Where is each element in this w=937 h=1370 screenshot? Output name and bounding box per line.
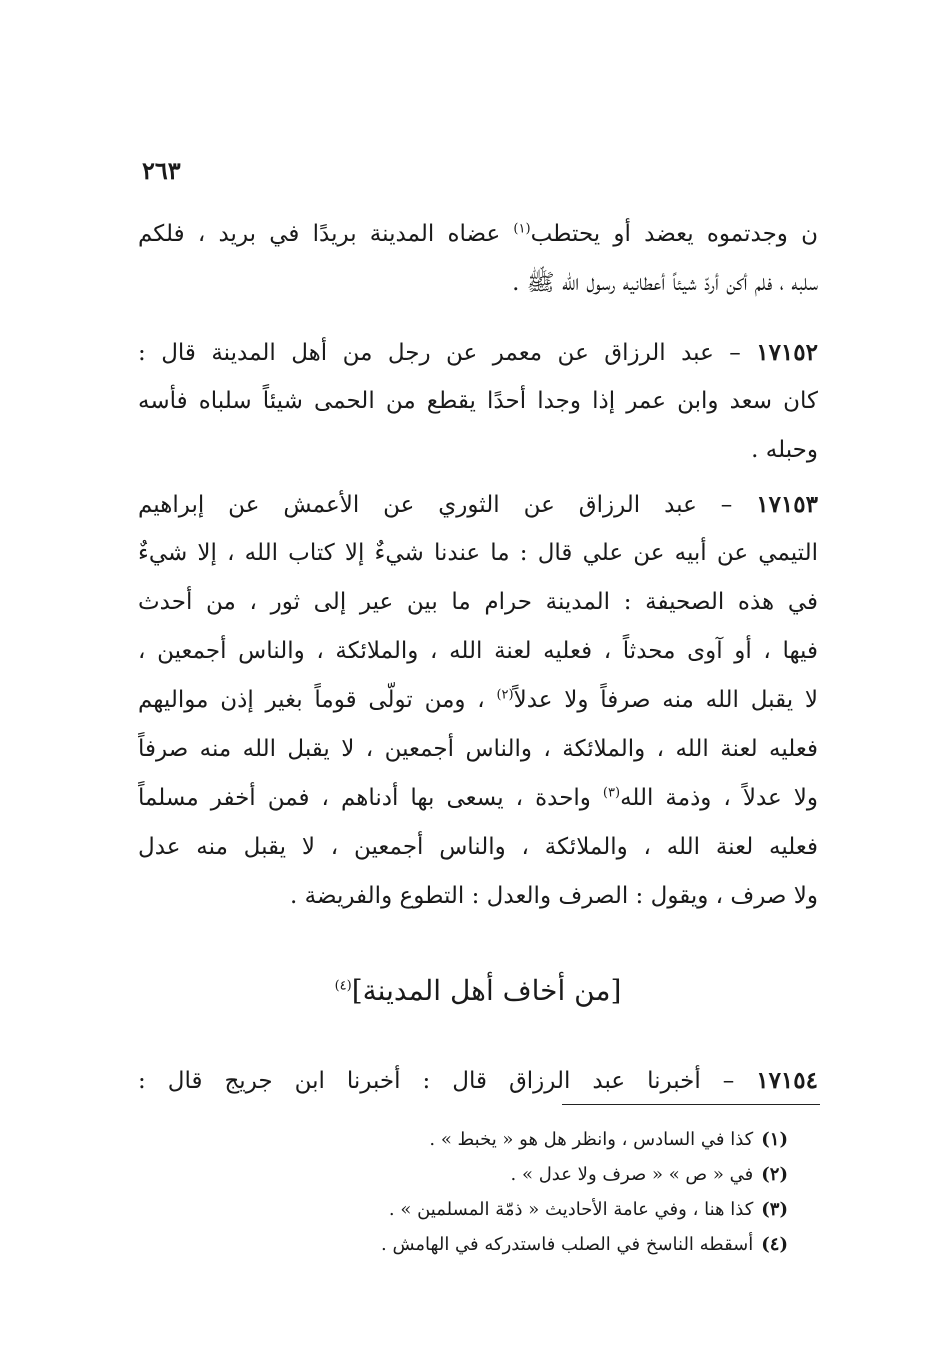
footnote: [300, 1157, 788, 1192]
text-line: [138, 210, 818, 259]
text-line: كان سعد وابن عمر إذا وجدا أحدًا يقطع من الحمى شيئاً سلباه فأسه: [138, 388, 818, 414]
footnote-text: كذا هنا ، وفي عامة الأحاديث « ذمّة المسلمين » .: [388, 1199, 754, 1220]
text-line: سلبه ، فلم أكن أردّ شيئاً أعطانيه رسول الله ﷺ .: [512, 270, 818, 296]
paragraph-continuation: [138, 210, 818, 308]
text-line: فعليه لعنة الله ، والملائكة ، والناس أجمعين ، لا يقبل الله منه صرفاً: [138, 736, 818, 762]
text-segment: – عبد الرزاق عن معمر عن رجل من أهل المدينة قال :: [138, 340, 757, 366]
page-number: ٢٦٣: [142, 156, 181, 185]
footnotes: [300, 1122, 788, 1262]
hadith-number: ١٧١٥٢: [756, 339, 818, 366]
footnote-number: (٢): [761, 1164, 788, 1185]
text-segment: ن وجدتموه يعضد أو يحتطب: [530, 221, 818, 247]
text-line: التيمي عن أبيه عن علي قال : ما عندنا شيءٌ إلا كتاب الله ، إلا شيءٌ: [138, 540, 818, 566]
text-segment: واحدة ، يسعى بها أدناهم ، فمن أخفر مسلماً: [138, 785, 603, 811]
hadith-17153: [138, 480, 818, 921]
section-heading: [138, 966, 818, 1016]
hadith-number: ١٧١٥٤: [756, 1067, 818, 1094]
footnote-ref-2: (٢): [496, 687, 514, 703]
text-line: [138, 1056, 818, 1105]
text-segment: – أخبرنا عبد الرزاق قال : أخبرنا ابن جريج قال :: [138, 1068, 757, 1094]
footnote-number: (٤): [761, 1234, 788, 1255]
text-line: [138, 774, 818, 823]
footnote-text: أسقطه الناسخ في الصلب فاستدركه في الهامش .: [381, 1234, 754, 1255]
text-line: فيها ، أو آوى محدثاً ، فعليه لعنة الله ، والملائكة ، والناس أجمعين ،: [138, 638, 818, 664]
footnote-text: كذا في السادس ، وانظر هل هو « يخبط » .: [429, 1129, 754, 1150]
footnote-separator: [562, 1104, 820, 1105]
text-segment: ولا عدلاً ، وذمة الله: [620, 785, 818, 811]
text-segment: – عبد الرزاق عن الثوري عن الأعمش عن إبراهيم: [138, 492, 757, 518]
hadith-number: ١٧١٥٣: [756, 491, 818, 518]
text-line: [138, 676, 818, 725]
footnote-number: (٣): [761, 1199, 788, 1220]
text-segment: لا يقبل الله منه صرفاً ولا عدلاً: [513, 687, 818, 713]
text-line: وحبله .: [751, 437, 818, 463]
text-line: [138, 328, 818, 377]
hadith-17152: [138, 328, 818, 475]
text-line: [138, 480, 818, 529]
text-line: ولا صرف ، ويقول : الصرف والعدل : التطوع والفريضة .: [290, 883, 818, 909]
text-line: فعليه لعنة الله ، والملائكة ، والناس أجمعين ، لا يقبل منه عدل: [138, 834, 818, 860]
section-heading-text: [من أخاف أهل المدينة]: [351, 974, 622, 1007]
footnote: [300, 1122, 788, 1157]
text-segment: عضاه المدينة بريدًا في بريد ، فلكم: [138, 221, 514, 247]
footnote: [300, 1192, 788, 1227]
text-line: في هذه الصحيفة : المدينة حرام ما بين عير إلى ثور ، من أحدث: [138, 589, 818, 615]
footnote-number: (١): [761, 1129, 788, 1150]
footnote-ref-4: (٤): [334, 978, 352, 994]
hadith-17154: [138, 1056, 818, 1105]
footnote-ref-1: (١): [513, 221, 531, 237]
text-segment: ، ومن تولّى قوماً بغير إذن مواليهم: [138, 687, 497, 713]
footnote: [300, 1227, 788, 1262]
footnote-text: في « ص » « صرف ولا عدل » .: [510, 1164, 754, 1185]
footnote-ref-3: (٣): [602, 785, 621, 801]
